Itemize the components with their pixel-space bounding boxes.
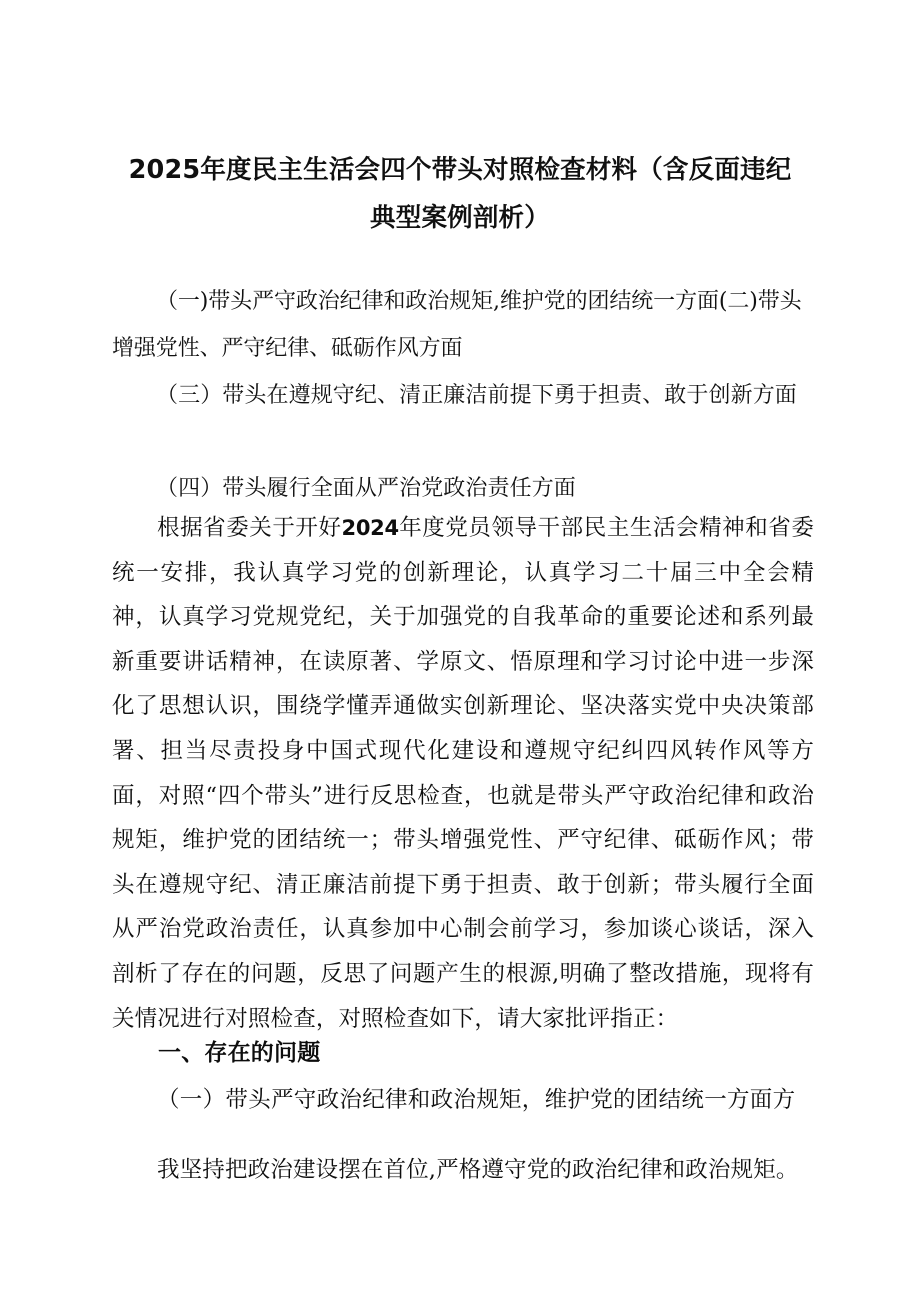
section-heading-problems: 一、存在的问题: [158, 1040, 321, 1066]
document-title: 2025年度民主生活会四个带头对照检查材料（含反面违纪典型案例剖析）: [128, 155, 792, 233]
section-subheading-one: （一）带头严守政治纪律和政治规矩，维护党的团结统一方面方: [157, 1087, 796, 1113]
preamble-rest: 年度党员领导干部民主生活会精神和省委统一安排，我认真学习党的创新理论，认真学习二十届三中全会精神，认真学习党规党纪，关于加强党的自我革命的重要论述和系列最新重要讲话精神，在读原著、学原文、悟原理和学习讨论中进一步深化了思想认识，围绕学懂弄通做实创新理论、坚决落实党中央决策部署、担当尽责投身中国式现代化建设和遵规守纪纠四风转作风等方面，对照“四个带头”进行反思检查，也就是带头严守政治纪律和政治规矩，维护党的团结统一；带头增强党性、严守纪律、砥砺作风；带头在遵规守纪、清正廉洁前提下勇于担责、敢于创新；带头履行全面从严治党政治责任，认真参加中心制会前学习，参加谈心谈话，深入剖析了存在的问题，反思了问题产生的根源,明确了整改措施，现将有关情况进行对照检查，对照检查如下，请大家批评指正：: [112, 515, 815, 1032]
outline-spacer: [112, 419, 812, 465]
preamble-year: 2024: [341, 516, 399, 540]
preamble-block: [112, 506, 814, 1041]
outline-item-four: （四）带头履行全面从严治党政治责任方面: [156, 476, 576, 501]
section-one-paragraph: 我坚持把政治建设摆在首位,严格遵守党的政治纪律和政治规矩。: [157, 1157, 799, 1183]
preamble-lead: 根据省委关于开好: [157, 515, 342, 541]
outline-item-one-two: （一)带头严守政治纪律和政治规矩,维护党的团结统一方面(二)带头增强党性、严守纪律、砥砺作风方面: [112, 289, 802, 361]
outline-item-three: （三）带头在遵规守纪、清正廉洁前提下勇于担责、敢于创新方面: [156, 383, 797, 408]
outline-list: [112, 278, 812, 512]
preamble-paragraph: [112, 506, 814, 1041]
